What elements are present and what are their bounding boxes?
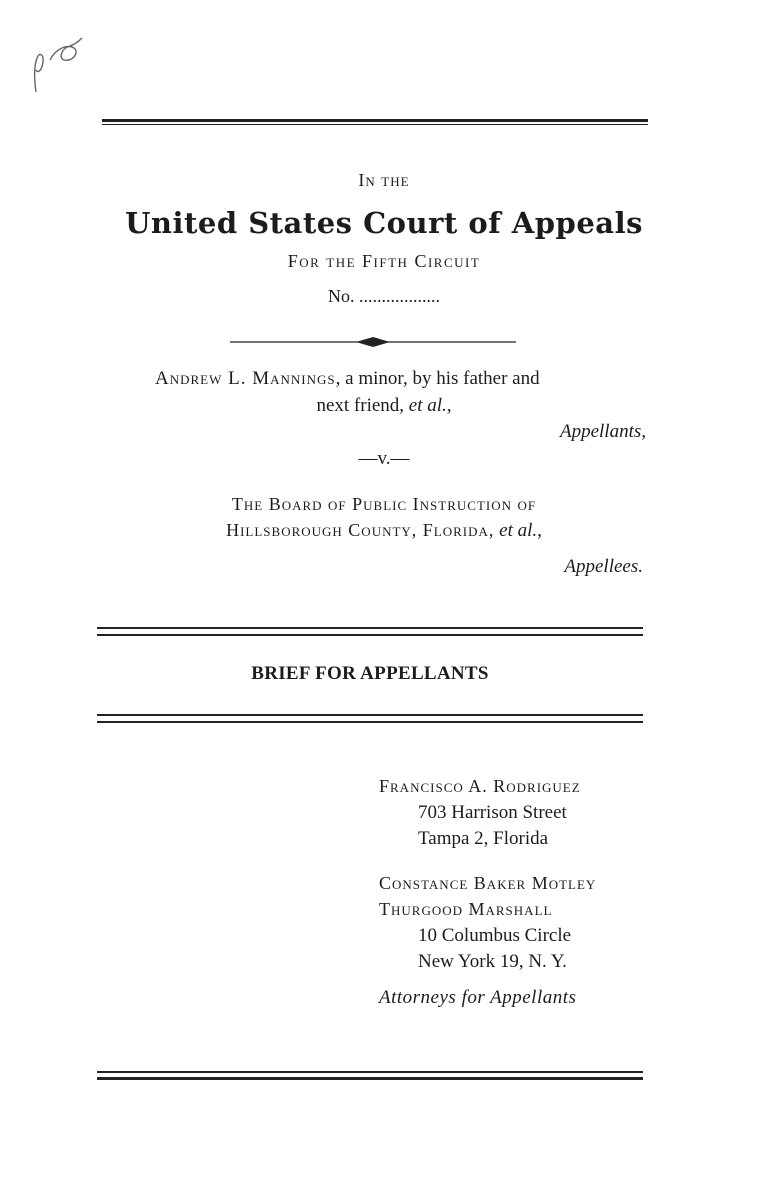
appellee-role: Appellees.	[564, 556, 643, 577]
attorneys-role: Attorneys for Appellants	[379, 987, 577, 1008]
title-rule-lower-2	[97, 721, 643, 723]
appellee-et-al: et al.,	[499, 520, 542, 541]
top-rule	[102, 119, 648, 122]
court-name: United States Court of Appeals	[125, 206, 643, 240]
versus-mark: —v.—	[358, 448, 410, 469]
attorney-1-name: Francisco A. Rodriguez	[379, 776, 581, 796]
attorney-1-address-1: 703 Harrison Street	[418, 802, 567, 823]
in-the-label: In the	[358, 170, 410, 190]
title-rule-upper-2	[97, 634, 643, 636]
appellee-line-1: The Board of Public Instruction of	[231, 494, 537, 514]
appellant-description: , a minor, by his father and	[335, 368, 540, 389]
ornamental-divider	[230, 334, 516, 350]
attorney-2-name: Constance Baker Motley	[379, 873, 597, 893]
bottom-rule-inner	[97, 1077, 643, 1080]
document-title: BRIEF FOR APPELLANTS	[251, 663, 489, 684]
appellee-county: Hillsborough County, Florida,	[226, 520, 495, 540]
appellant-name: Andrew L. Mannings	[155, 368, 336, 389]
title-rule-upper-1	[97, 627, 643, 629]
attorney-1-address-2: Tampa 2, Florida	[418, 828, 549, 849]
appellant-next-friend: next friend,	[316, 395, 405, 416]
handwritten-margin-note	[28, 30, 88, 100]
appellant-role: Appellants,	[559, 421, 646, 442]
attorney-23-address-2: New York 19, N. Y.	[418, 951, 567, 972]
appellant-et-al: et al.,	[408, 395, 452, 416]
appellee-line-2	[0, 520, 768, 542]
attorney-23-address-1: 10 Columbus Circle	[418, 925, 572, 946]
bottom-rule	[97, 1071, 643, 1073]
top-rule-inner	[102, 124, 648, 125]
attorney-3-name: Thurgood Marshall	[379, 899, 553, 919]
title-rule-lower-1	[97, 714, 643, 716]
appellant-line-2	[0, 395, 768, 417]
circuit-label: For the Fifth Circuit	[287, 251, 481, 271]
case-number: No. ..................	[328, 286, 440, 306]
appellant-line-1	[155, 368, 635, 390]
